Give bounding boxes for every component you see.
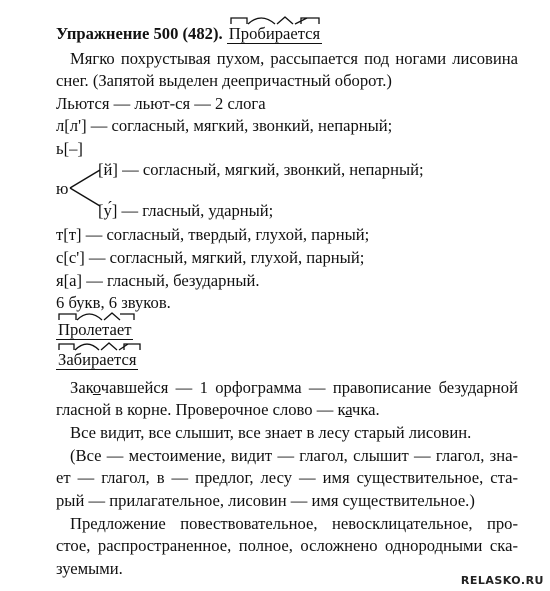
ortho-line-2: гласной в корне. Проверочное слово — качка. — [56, 400, 380, 419]
conclusion-line-3: зуемыми. — [56, 559, 123, 578]
watermark-text: RELASKO.RU — [460, 574, 544, 587]
yu-sound-2: [у́] — гласный, ударный; — [98, 201, 274, 220]
exercise-header — [56, 24, 322, 44]
orthogram-letter: о — [92, 378, 101, 397]
exercise-title: Упражнение 500 (482). — [56, 24, 223, 43]
word-zabiraetsya-line — [56, 350, 138, 370]
word-syllables: Льются — льют-ся — 2 слога — [56, 94, 266, 113]
conclusion-line-2: стое, распространенное, полное, осложнено однородными ска- — [56, 536, 518, 555]
parts-line-2: ет — глагол, в — предлог, лесу — имя существительное, ста- — [56, 468, 518, 487]
letter-ya: я[а] — гласный, безударный. — [56, 271, 260, 290]
morpheme-word-proletaet: Пролетает — [56, 320, 133, 340]
parts-line-1: (Все — местоимение, видит — глагол, слышит — глагол, зна- — [70, 446, 518, 465]
sentence-2: Все видит, все слышит, все знает в лесу старый лисовин. — [70, 423, 472, 442]
morpheme-word-header: Пробирается — [227, 24, 322, 44]
parts-line-3: рый — прилагательное, лисовин — имя существительное.) — [56, 491, 475, 510]
letter-l: л[л'] — согласный, мягкий, звонкий, непарный; — [56, 116, 393, 135]
letter-s: с[с'] — согласный, мягкий, глухой, парный; — [56, 248, 365, 267]
letter-soft-sign: ь[–] — [56, 139, 83, 158]
conclusion-line-1: Предложение повествовательное, невосклицательное, про- — [70, 514, 518, 533]
word-proletaet-line — [56, 320, 133, 340]
check-letter: а — [345, 400, 352, 419]
letter-t: т[т] — согласный, твердый, глухой, парный; — [56, 225, 370, 244]
letter-yu: ю — [56, 179, 69, 198]
morpheme-word-zabiraetsya: Забирается — [56, 350, 138, 370]
ortho-line-1: Закочавшейся — 1 орфограмма — правописание безударной — [70, 378, 518, 397]
sentence-line-2: снег. (Запятой выделен деепричастный оборот.) — [56, 71, 392, 90]
letters-sounds-count: 6 букв, 6 звуков. — [56, 293, 171, 312]
yu-sound-1: [й] — согласный, мягкий, звонкий, непарный; — [98, 160, 424, 179]
morpheme-marks — [227, 14, 322, 28]
sentence-line-1: Мягко похрустывая пухом, рассыпается под ногами лисовина — [70, 49, 518, 68]
